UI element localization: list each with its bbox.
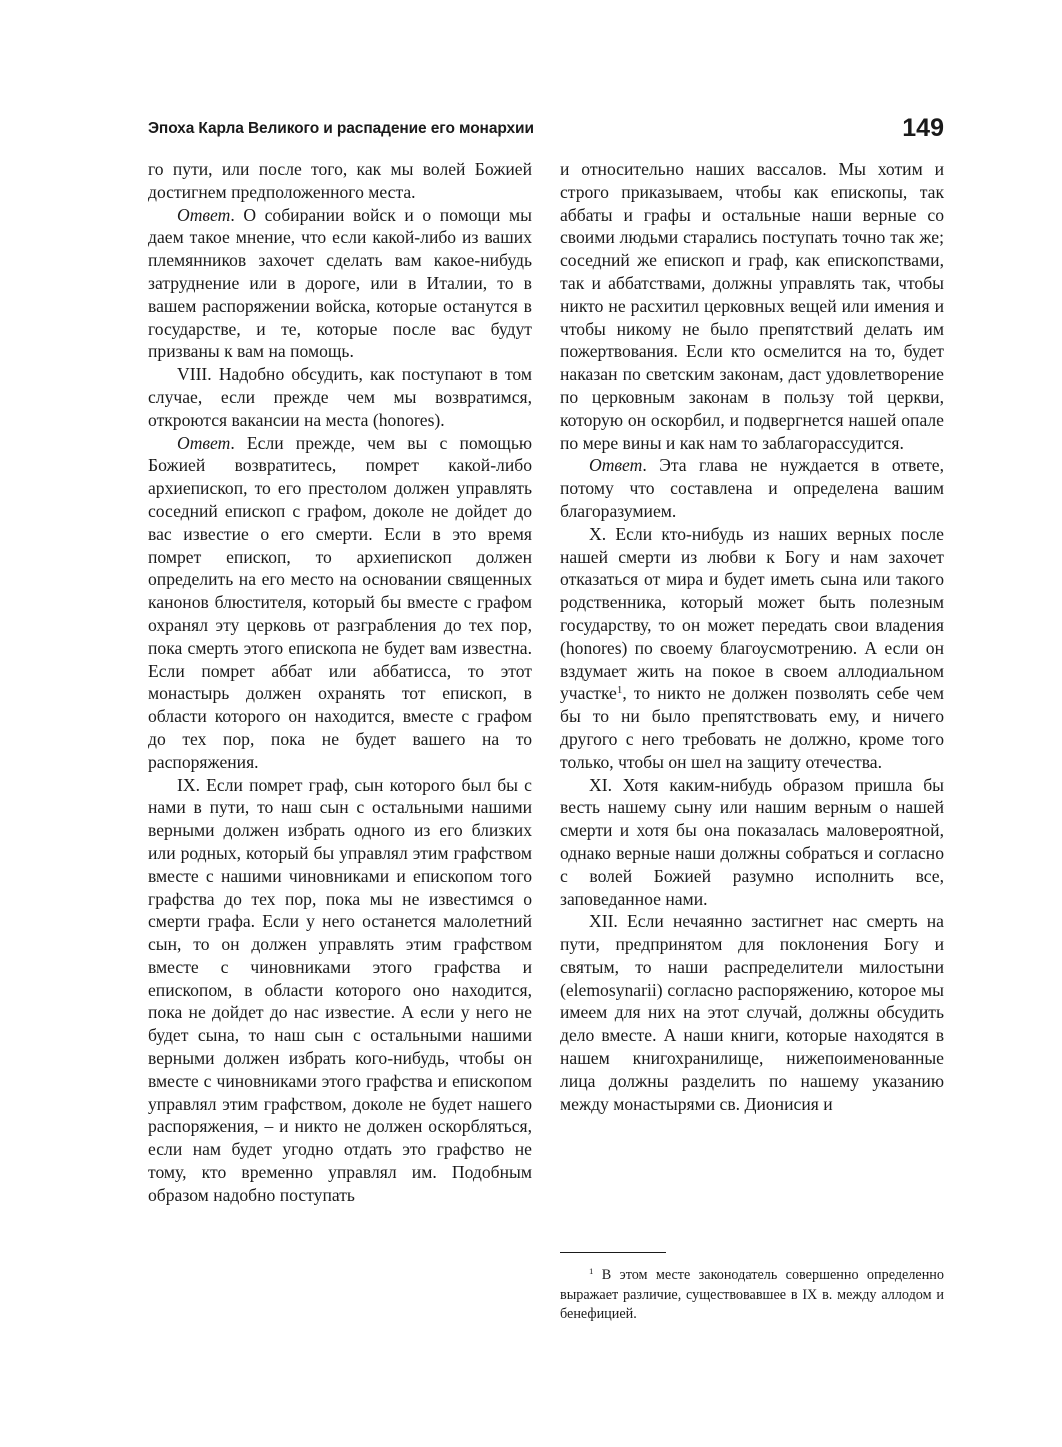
paragraph: XI. Хотя каким-нибудь образом пришла бы весть нашему сыну или нашим верным о нашей смерти и хотя бы она показалась маловероятной, однако верные наши должны собраться и согласно с волей Божией разумно исполнить все, заповеданное нами. bbox=[560, 774, 944, 909]
footnote-mark: 1 bbox=[589, 1266, 594, 1277]
answer-label: Ответ bbox=[177, 204, 231, 225]
running-head bbox=[148, 114, 944, 148]
footnote-text: В этом месте законодатель совершенно определенно выражает различие, существовавшее в IX в. между аллодом и бенефицией. bbox=[560, 1267, 944, 1322]
paragraph: и относительно наших вассалов. Мы хотим и строго приказываем, чтобы как епископы, так аббаты и графы и остальные наши верные со своими людьми старались поступать точно так же; соседний же епископ и граф, как епископствами, так и аббатствами, должны управлять так, чтобы никто не расхитил церковных вещей или имения и чтобы никому не было препятствий делать им пожертвования. Если кто осмелится на то, будет наказан по светским законам, даст удовлетворение по церковным законам в пользу той церкви, которую он оскорбил, и подвергнется нашей опале по мере вины и как нам то заблагорассудится. bbox=[560, 159, 944, 453]
footnote-divider bbox=[560, 1252, 666, 1253]
page-number: 149 bbox=[902, 114, 944, 142]
paragraph: IX. Если помрет граф, сын которого был бы с нами в пути, то наш сын с остальными нашими верными должен избрать одного из его близких или родных, который бы управлял этим графством вместе с нашими чиновниками и епископом того графства до тех пор, пока мы не известимся о смерти графа. Если у него останется малолетний сын, то он должен управлять этим графством вместе с чиновниками этого графства и епископом, в области которого оно находится, пока не дойдет до нас известие. А если у него не будет сына, то наш сын с остальными нашими верными должен избрать кого-нибудь, чтобы он вместе с чиновниками этого графства и епископом управлял этим графством, доколе не будет нашего распоряжения, – и никто не должен оскорбляться, если нам будет угодно отдать это графство не тому, кто временно управлял им. Подобным образом надобно поступать bbox=[148, 774, 532, 1205]
paragraph-text: X. Если кто-нибудь из наших верных после нашей смерти из любви к Богу и нам захочет отказаться от мира и будет иметь сына или такого родственника, который может быть полезным государству, то он может передать свои владения (honores) по своему благоусмотрению. А если он вздумает жить на покое в своем аллодиальном участке bbox=[560, 523, 944, 704]
running-title: Эпоха Карла Великого и распадение его монархии bbox=[148, 120, 534, 137]
paragraph: VIII. Надобно обсудить, как поступают в том случае, если прежде чем мы возвратимся, откроются вакансии на места (honores). bbox=[148, 364, 532, 430]
paragraph bbox=[148, 432, 532, 774]
footnote-reference[interactable]: 1 bbox=[616, 684, 623, 697]
footnote bbox=[560, 1266, 944, 1325]
paragraph bbox=[148, 204, 532, 364]
answer-label: Ответ bbox=[589, 455, 643, 476]
paragraph-text: . Если прежде, чем вы с помощью Божией возвратитесь, помрет какой-либо архиепископ, то его престолом должен управлять соседний епископ с графом, доколе не дойдет до вас известие о его смерти. Если в это время помрет епископ, то архиепископ должен определить на его место на основании священных канонов блюстителя, который бы вместе с графом охранял эту церковь от разграбления до тех пор, пока смерть этого епископа не будет вам известна. Если помрет аббат или аббатисса, то этот монастырь должен охранять тот епископ, в области которого он находится, вместе с графом до тех пор, пока не будет вашего на то распоряжения. bbox=[148, 432, 532, 772]
answer-label: Ответ bbox=[177, 432, 231, 453]
paragraph bbox=[560, 523, 944, 774]
paragraph-text: . О собирании войск и о помощи мы даем такое мнение, что если какой-либо из ваших племянников захочет сделать вам какое-нибудь затруднение или в дороге, или в Италии, то в вашем распоряжении войска, которые останутся в государстве, и те, которые после вас будут призваны к вам на помощь. bbox=[148, 204, 532, 362]
paragraph-text: . Эта глава не нуждается в ответе, потому что составлена и определена вашим благоразумием. bbox=[560, 455, 944, 521]
paragraph bbox=[560, 454, 944, 522]
paragraph-text: , то никто не должен позволять себе чем бы то ни было препятствовать ему, и ничего другого с него требовать не должно, кроме того только, чтобы он шел на защиту отечества. bbox=[560, 683, 944, 772]
paragraph: XII. Если нечаянно застигнет нас смерть на пути, предпринятом для поклонения Богу и святым, то наши распределители милостыни (elemosynarii) согласно распоряжению, которое мы имеем для них на этот случай, должны обсудить дело вместе. А наши книги, которые находятся в нашем книгохранилище, нижепоименованные лица должны разделить по нашему указанию между монастырями св. Дионисия и bbox=[560, 911, 944, 1114]
left-column bbox=[148, 158, 532, 1207]
right-column bbox=[560, 158, 944, 1115]
paragraph: го пути, или после того, как мы волей Божией достигнем предположенного места. bbox=[148, 159, 532, 202]
